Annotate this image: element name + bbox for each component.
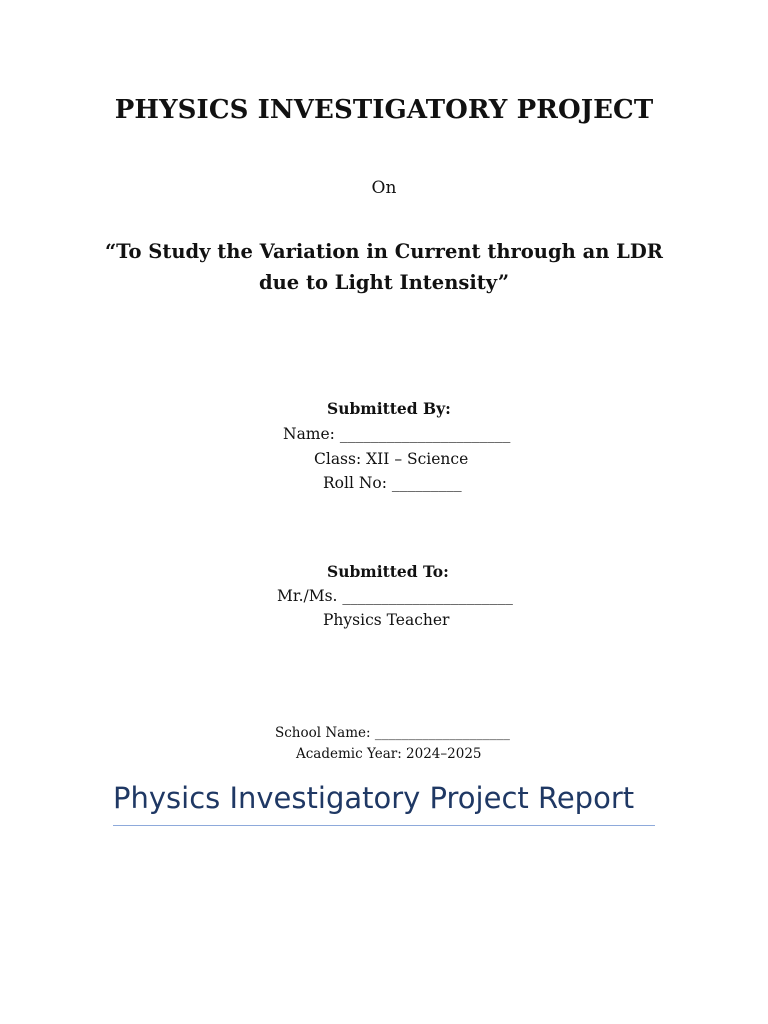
teacher-role: Physics Teacher [323, 611, 450, 629]
student-name-field: Name: ______________________ [283, 425, 511, 443]
project-topic-line-2: due to Light Intensity” [258, 271, 510, 294]
student-class-field: Class: XII – Science [314, 450, 469, 468]
teacher-name-field: Mr./Ms. ______________________ [277, 587, 513, 605]
cover-title: PHYSICS INVESTIGATORY PROJECT [114, 95, 654, 125]
project-topic [0, 236, 768, 298]
roll-number-field: Roll No: _________ [323, 474, 462, 492]
submitted-to-heading: Submitted To: [327, 562, 449, 581]
on-label: On [371, 178, 397, 198]
project-topic-line-1: “To Study the Variation in Current through an LDR [104, 240, 664, 263]
report-heading: Physics Investigatory Project Report [113, 781, 635, 815]
submitted-by-heading: Submitted By: [327, 399, 451, 418]
heading-underline [113, 825, 655, 826]
school-name-field: School Name: ____________________ [275, 725, 510, 741]
academic-year: Academic Year: 2024–2025 [296, 746, 482, 762]
